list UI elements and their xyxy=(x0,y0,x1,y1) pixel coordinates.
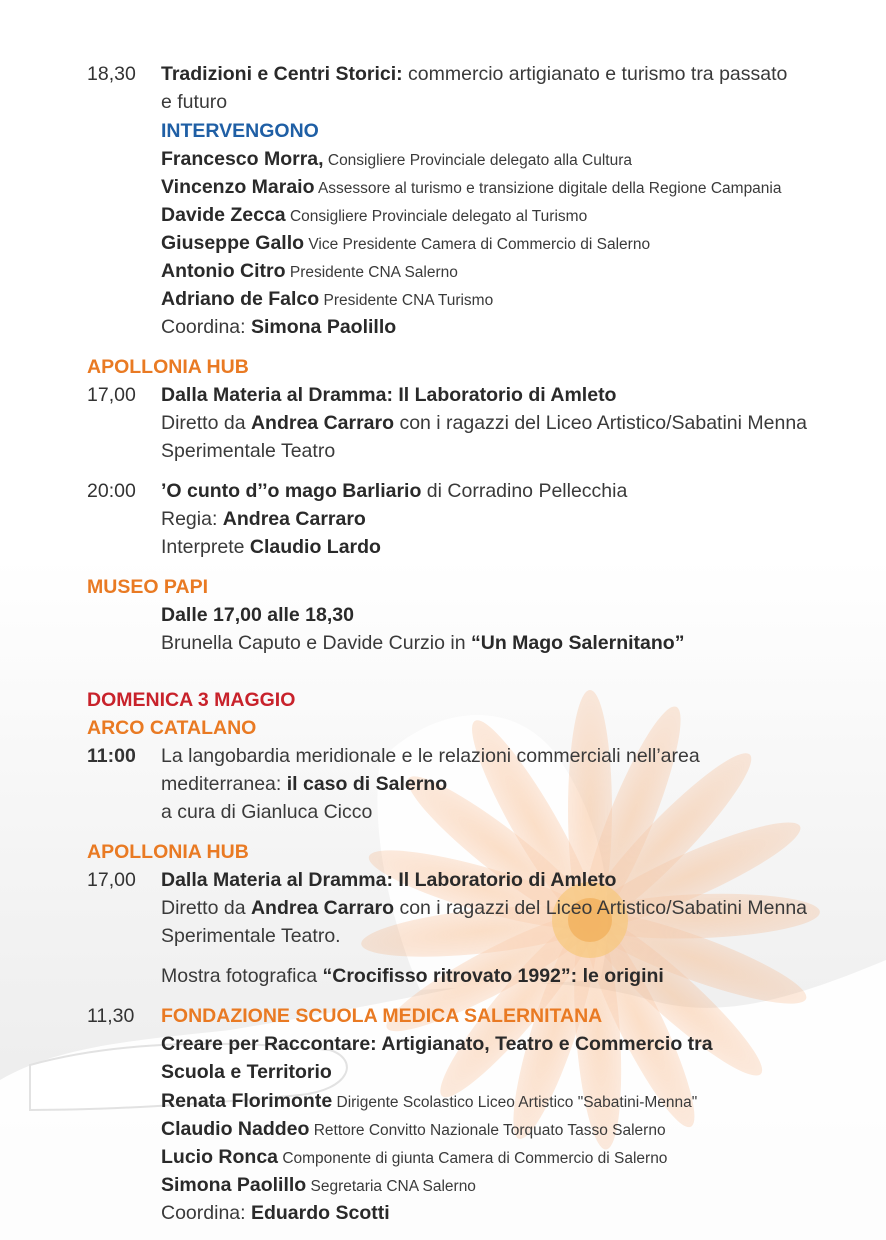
event-detail: Brunella Caputo e Davide Curzio in “Un Mago Salernitano” xyxy=(161,632,685,654)
event-detail: Sperimentale Teatro. xyxy=(161,925,341,947)
speaker-line: Davide Zecca Consigliere Provinciale delegato al Turismo xyxy=(161,204,588,226)
event-detail: Diretto da Andrea Carraro con i ragazzi del Liceo Artistico/Sabatini Menna xyxy=(161,897,808,919)
event-title: ’O cunto d’’o mago Barliario di Corradino Pellecchia xyxy=(161,480,628,502)
venue-heading: ARCO CATALANO xyxy=(87,717,257,739)
event-time: 20:00 xyxy=(87,480,136,502)
event-title-line2: e futuro xyxy=(161,91,228,113)
coordinator-line: Coordina: Eduardo Scotti xyxy=(161,1202,390,1224)
event-time: 11,30 xyxy=(87,1005,135,1027)
venue-heading: FONDAZIONE SCUOLA MEDICA SALERNITANA xyxy=(161,1005,603,1027)
event-time: 17,00 xyxy=(87,869,136,891)
event-title: Tradizioni e Centri Storici: commercio artigianato e turismo tra passato xyxy=(161,63,788,85)
date-heading: DOMENICA 3 MAGGIO xyxy=(87,689,296,711)
speaker-line: Simona Paolillo Segretaria CNA Salerno xyxy=(161,1174,476,1196)
event-time-range: Dalle 17,00 alle 18,30 xyxy=(161,604,354,626)
speaker-line: Francesco Morra, Consigliere Provinciale delegato alla Cultura xyxy=(161,148,633,170)
speaker-line: Antonio Citro Presidente CNA Salerno xyxy=(161,260,458,282)
event-time: 11:00 xyxy=(87,745,136,767)
venue-heading: APOLLONIA HUB xyxy=(87,841,249,863)
event-detail: a cura di Gianluca Cicco xyxy=(161,801,373,823)
event-time: 17,00 xyxy=(87,384,136,406)
speakers-heading: INTERVENGONO xyxy=(161,120,319,142)
venue-heading: APOLLONIA HUB xyxy=(87,356,249,378)
coordinator-line: Coordina: Simona Paolillo xyxy=(161,316,397,338)
event-title: Dalla Materia al Dramma: Il Laboratorio di Amleto xyxy=(161,384,617,406)
speaker-line: Adriano de Falco Presidente CNA Turismo xyxy=(161,288,494,310)
venue-heading: MUSEO PAPI xyxy=(87,576,208,598)
event-title-line2: mediterranea: il caso di Salerno xyxy=(161,773,448,795)
event-time: 18,30 xyxy=(87,63,136,85)
event-detail: Regia: Andrea Carraro xyxy=(161,508,366,530)
speaker-line: Giuseppe Gallo Vice Presidente Camera di Commercio di Salerno xyxy=(161,232,651,254)
event-detail: Diretto da Andrea Carraro con i ragazzi del Liceo Artistico/Sabatini Menna xyxy=(161,412,808,434)
event-title: Creare per Raccontare: Artigianato, Teatro e Commercio tra xyxy=(161,1033,713,1055)
speaker-line: Vincenzo Maraio Assessore al turismo e transizione digitale della Regione Campania xyxy=(161,176,782,198)
speaker-line: Renata Florimonte Dirigente Scolastico Liceo Artistico "Sabatini-Menna" xyxy=(161,1090,698,1112)
event-detail: Interprete Claudio Lardo xyxy=(161,536,381,558)
event-detail: Sperimentale Teatro xyxy=(161,440,336,462)
event-title: La langobardia meridionale e le relazioni commerciali nell’area xyxy=(161,745,700,767)
exhibition-line: Mostra fotografica “Crocifisso ritrovato 1992”: le origini xyxy=(161,965,664,987)
event-title: Dalla Materia al Dramma: Il Laboratorio di Amleto xyxy=(161,869,617,891)
event-title-line2: Scuola e Territorio xyxy=(161,1061,332,1083)
speaker-line: Claudio Naddeo Rettore Convitto Nazionale Torquato Tasso Salerno xyxy=(161,1118,666,1140)
speaker-line: Lucio Ronca Componente di giunta Camera di Commercio di Salerno xyxy=(161,1146,668,1168)
